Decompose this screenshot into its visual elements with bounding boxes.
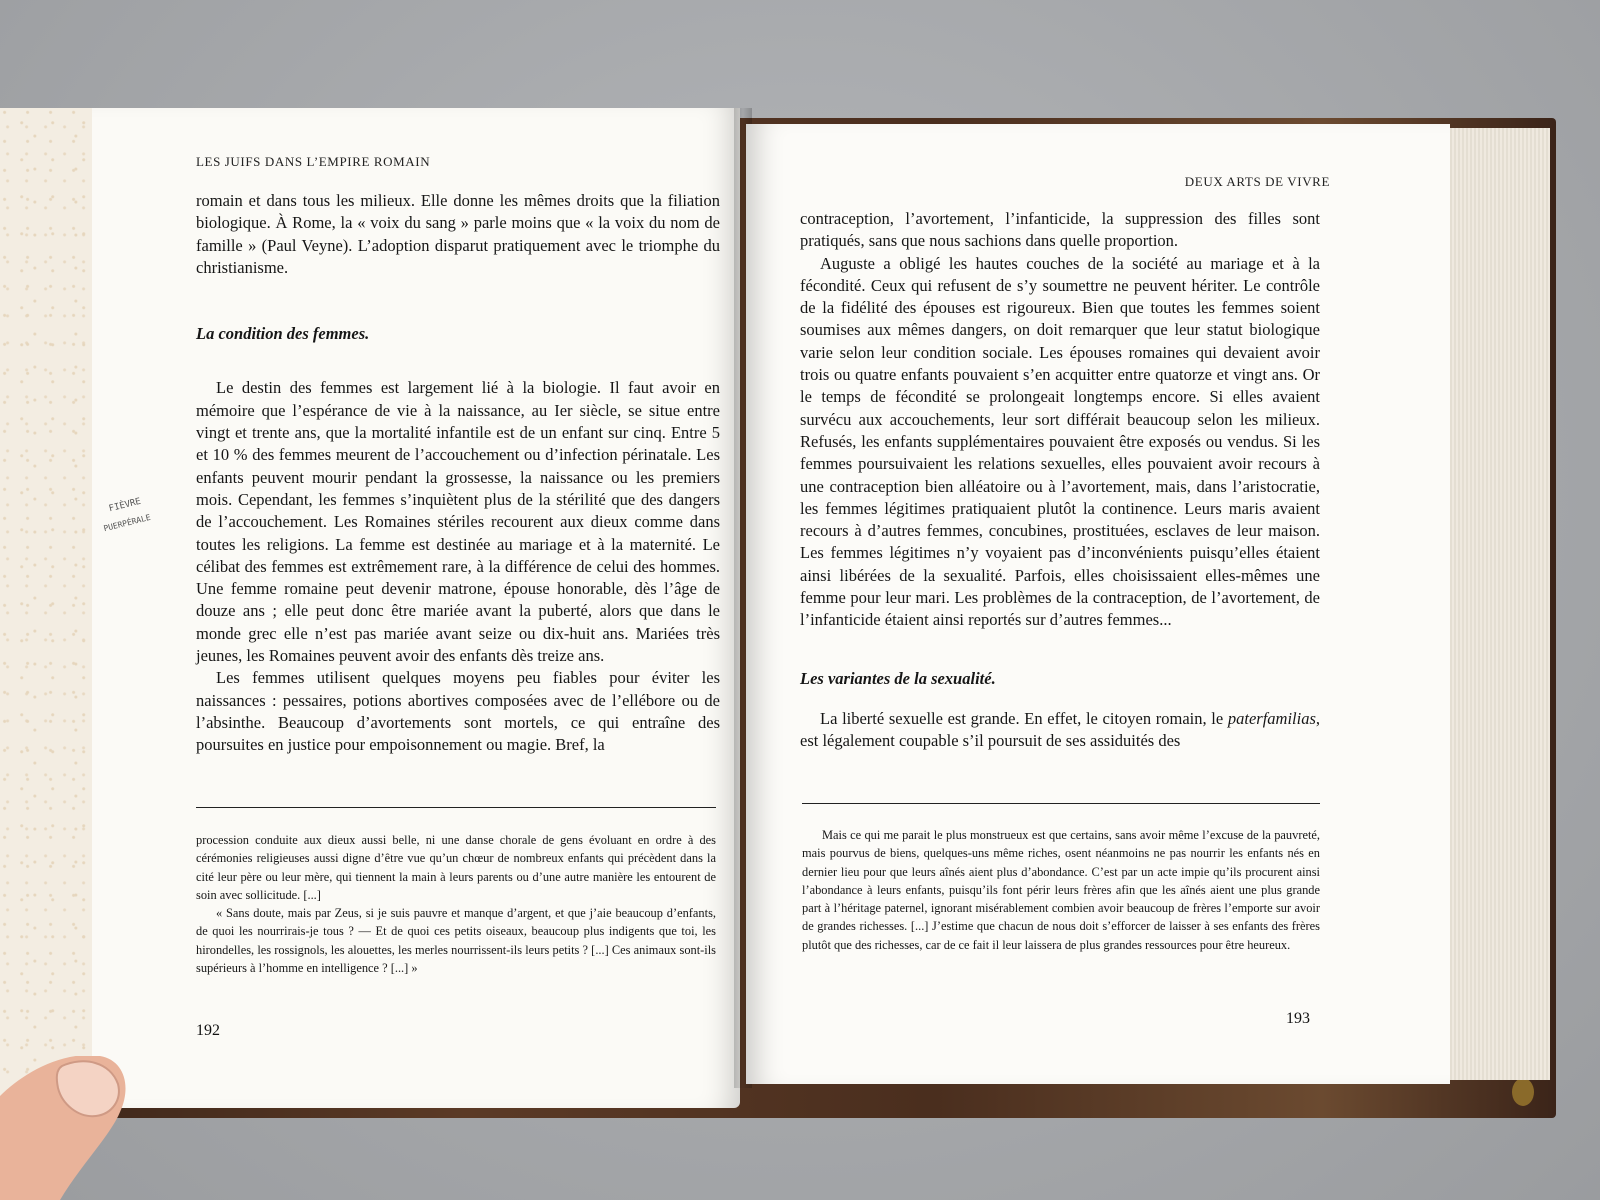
- left-running-head: LES JUIFS DANS L’EMPIRE ROMAIN: [196, 154, 431, 169]
- footnote-rule: [802, 803, 1320, 804]
- paterfamilias-term: paterfamilias: [1227, 708, 1316, 728]
- left-footnotes: [196, 831, 716, 977]
- left-flyleaf: [0, 108, 96, 1112]
- section-heading-women: La condition des femmes.: [196, 324, 370, 344]
- spacer: [800, 690, 1320, 708]
- right-page-number: 193: [1286, 1010, 1310, 1027]
- spacer: [196, 345, 720, 377]
- footnote-rule: [196, 807, 716, 808]
- cover-stain: [1512, 1078, 1534, 1106]
- right-footnotes: [802, 826, 1320, 954]
- right-paragraph-1: contraception, l’avortement, l’infanticide, la suppression des filles sont pratiqués, sans que nous sachions dans quelle proportion.: [800, 209, 1320, 251]
- spacer: [800, 632, 1320, 668]
- left-page: [92, 108, 740, 1108]
- left-note-2: « Sans doute, mais par Zeus, si je suis pauvre et manque d’argent, et que j’aie beaucoup d’enfants, de quoi les nourrirais-je tous ? — Et de quoi ces petits oiseaux, beaucoup plus indigents que toi, les hirondelles, les rossignols, les alouettes, les merles nourrissent-ils leurs petits ? [...] Ces animaux sont-ils supérieurs à l’homme en intelligence ? [...] »: [196, 906, 716, 976]
- left-body-text: [196, 190, 720, 757]
- right-running-head: DEUX ARTS DE VIVRE: [1184, 174, 1330, 189]
- right-note: Mais ce qui me parait le plus monstrueux est que certains, sans avoir même l’excuse de la pauvreté, mais pourvus de biens, quelques-uns même riches, osent néanmoins ne pas nourrir les enfants nés en dernier lieu pour que leurs aînés aient plus d’abondance. C’est par un acte impie qu’ils procurent ainsi l’abondance à leurs enfants, puisqu’ils font périr leurs frères afin que les aînés aient une plus grande part à l’héritage paternel, ignorant misérablement combien avoir beaucoup de frères l’emporte sur avoir de grandes richesses. [...] J’estime que chacun de nous doit s’efforcer de laisser à ses enfants des frères plutôt que des richesses, car de ce fait il leur laissera de plus grandes ressources pour être heureux.: [802, 828, 1320, 952]
- handwritten-line-1: FIÈVRE: [107, 496, 142, 515]
- thumb: [0, 1056, 132, 1200]
- left-note-1: procession conduite aux dieux aussi belle, ni une danse chorale de gens évoluant en ordre à des cérémonies religieuses aussi digne d’être vue qu’un chœur de nombreux enfants qui précèdent dans la cité leur père ou leur mère, qui tiennent la main à leurs parents ou d’une autre manière les entourent de soin avec sollicitude. [...]: [196, 833, 716, 902]
- right-paragraph-2: Auguste a obligé les hautes couches de la société au mariage et à la fécondité. Ceux qui refusent de s’y soumettre ne peuvent hériter. Le contrôle de la fidélité des épouses est rigoureux. Bien que toutes les femmes soient soumises aux mêmes dangers, on doit remarquer que leur statut biologique varie selon leur condition sociale. Les épouses romaines qui devaient avoir trois ou quatre enfants pouvaient s’en acquitter entre quatorze et vingt ans. Or le temps de fécondité se prolongeait longtemps encore. Si elles avaient survécu aux accouchements, leur sort différait beaucoup selon les milieux. Refusés, les enfants supplémentaires pouvaient être exposés ou vendus. Si les femmes poursuivaient les relations sexuelles, elles pouvaient avoir recours à une contraception bien alléatoire ou à l’avortement, mais, dans l’aristocratie, les femmes légitimes pratiquaient plutôt la continence. Leurs maris avaient recours à d’autres femmes, concubines, prostituées, esclaves de leur maison. Les femmes légitimes n’y voyaient pas d’inconvénients puisqu’elles étaient ainsi libérées de la sexualité. Parfois, elles choisissaient elles-mêmes une femme pour leur mari. Les problèmes de la contraception, de l’avortement, de l’infanticide étaient ainsi reportés sur d’autres femmes...: [800, 253, 1320, 630]
- right-paragraph-3-end: , est légalement coupable s’il poursuit de ses assiduités des: [800, 708, 1320, 751]
- right-body-text: [800, 208, 1320, 753]
- left-paragraph-2: Le destin des femmes est largement lié à la biologie. Il faut avoir en mémoire que l’espérance de vie à la naissance, au Ier siècle, se situe entre vingt et trente ans, que la mortalité infantile est de un enfant sur cinq. Entre 5 et 10 % des femmes meurent de l’accouchement ou d’infection périnatale. Les enfants peuvent mourir pendant la grossesse, la naissance ou les premiers mois. Cependant, les femmes s’inquiètent plus de la stérilité que des dangers de l’accouchement. Les Romaines stériles recourent aux dieux comme dans toutes les religions. La femme est destinée au mariage et à la maternité. Le célibat des femmes est extrêmement rare, à la différence de celui des hommes. Une femme romaine peut devenir matrone, épouse honorable, dès l’âge de douze ans ; elle peut donc être mariée avant la puberté, alors que dans le monde grec elle n’est pas mariée avant seize ou dix-huit ans. Mariées très jeunes, les Romaines peuvent avoir des enfants dès treize ans.: [196, 378, 720, 666]
- right-paragraph-3-start: La liberté sexuelle est grande. En effet, le citoyen romain, le: [820, 708, 1228, 728]
- left-page-number: 192: [196, 1022, 220, 1039]
- right-page: [746, 124, 1450, 1084]
- handwritten-line-2: PUERPÉRALE: [102, 512, 152, 534]
- spacer: [196, 279, 720, 323]
- right-paragraph-3: [800, 708, 1320, 753]
- left-paragraph-1: romain et dans tous les milieux. Elle donne les mêmes droits que la filiation biologique. À Rome, la « voix du sang » parle moins que « la voix du nom de famille » (Paul Veyne). L’adoption disparut pratiquement avec le triomphe du christianisme.: [196, 191, 720, 277]
- section-heading-sexuality: Les variantes de la sexualité.: [800, 668, 996, 688]
- left-paragraph-3: Les femmes utilisent quelques moyens peu fiables pour éviter les naissances : pessaires, potions abortives composées avec de l’ellébore ou de l’absinthe. Beaucoup d’avortements sont mortels, ce qui entraîne des poursuites en justice pour empoisonnement ou magie. Bref, la: [196, 668, 720, 755]
- right-page-edges: [1448, 128, 1550, 1080]
